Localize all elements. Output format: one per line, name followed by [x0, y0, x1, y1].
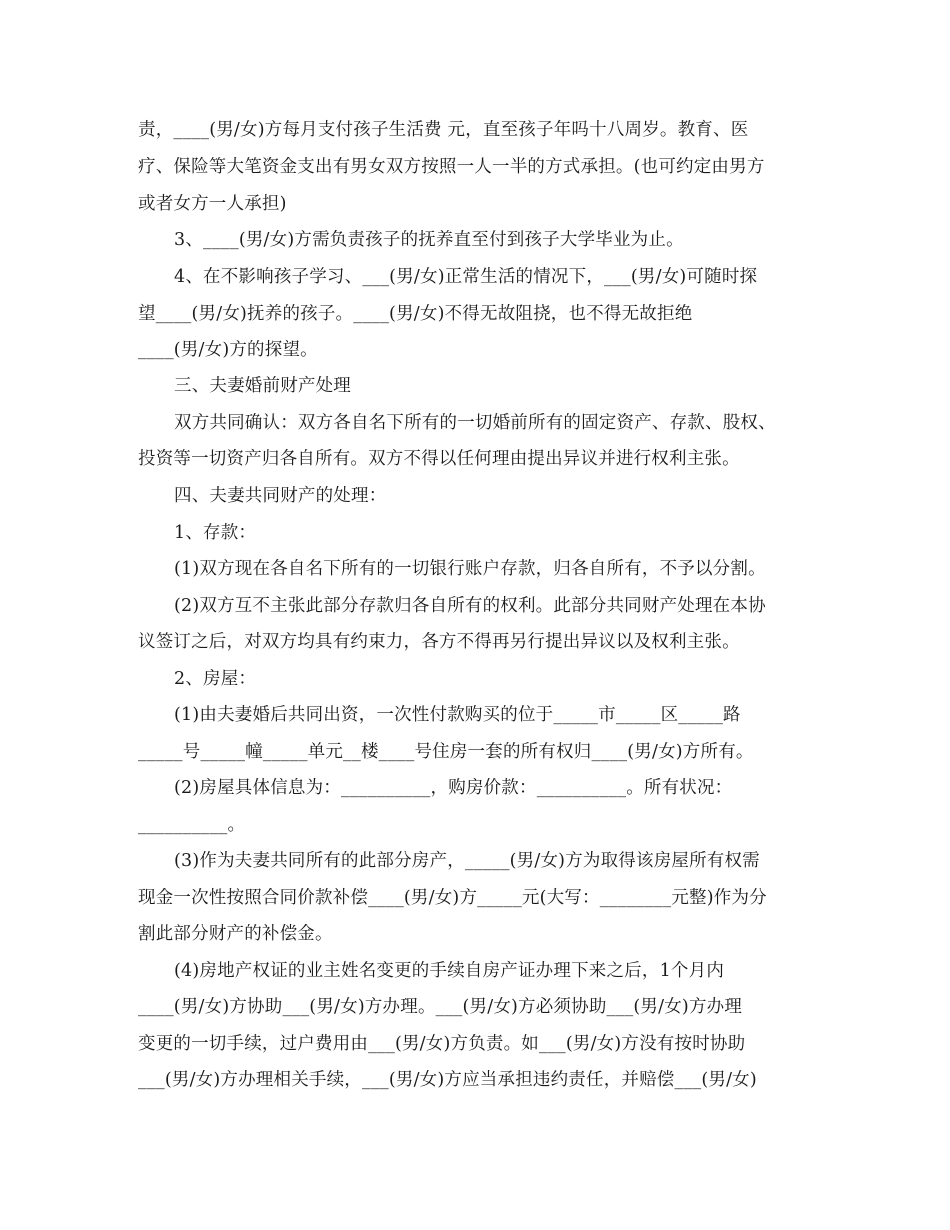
paragraph-line: (4)房地产权证的业主姓名变更的手续自房产证办理下来之后，1个月内	[174, 961, 725, 981]
paragraph-line: _____号_____幢_____单元__楼____号住房一套的所有权归____(男/女)方所有。	[138, 742, 754, 762]
paragraph-line: 现金一次性按照合同价款补偿____(男/女)方_____元(大写：________元整)作为分	[138, 888, 767, 908]
paragraph-line: 责，____(男/女)方每月支付孩子生活费 元，直至孩子年吗十八周岁。教育、医	[138, 120, 749, 140]
paragraph-line: 3、____(男/女)方需负责孩子的抚养直至付到孩子大学毕业为止。	[174, 230, 684, 250]
paragraph-line: 望____(男/女)抚养的孩子。____(男/女)不得无故阻挠，也不得无故拒绝	[138, 304, 693, 324]
paragraph-line: (2)双方互不主张此部分存款归各自所有的权利。此部分共同财产处理在本协	[174, 596, 766, 616]
paragraph-line: 或者女方一人承担)	[138, 194, 287, 214]
paragraph-line: 变更的一切手续，过户费用由___(男/女)方负责。如___(男/女)方没有按时协助	[138, 1034, 746, 1054]
paragraph-line: 投资等一切资产归各自所有。双方不得以任何理由提出异议并进行权利主张。	[138, 449, 740, 469]
section-heading: 三、夫妻婚前财产处理	[174, 376, 351, 396]
paragraph-line: ___(男/女)方办理相关手续，___(男/女)方应当承担违约责任，并赔偿___(男/女)	[138, 1070, 757, 1090]
paragraph-line: ____(男/女)方协助___(男/女)方办理。___(男/女)方必须协助___(男/女)方办理	[138, 997, 743, 1017]
subsection-heading: 2、房屋：	[174, 669, 257, 689]
paragraph-line: __________。	[138, 815, 246, 835]
section-heading: 四、夫妻共同财产的处理：	[174, 486, 387, 506]
paragraph-line: 4、在不影响孩子学习、___(男/女)正常生活的情况下，___(男/女)可随时探	[174, 267, 758, 287]
subsection-heading: 1、存款：	[174, 523, 257, 543]
paragraph-line: ____(男/女)方的探望。	[138, 340, 318, 360]
paragraph-line: 疗、保险等大笔资金支出有男女双方按照一人一半的方式承担。(也可约定由男方	[138, 157, 765, 177]
paragraph-line: 割此部分财产的补偿金。	[138, 924, 333, 944]
paragraph-line: (3)作为夫妻共同所有的此部分房产，_____(男/女)方为取得该房屋所有权需	[174, 851, 760, 871]
paragraph-line: 议签订之后，对双方均具有约束力，各方不得再另行提出异议以及权利主张。	[138, 632, 740, 652]
paragraph-line: 双方共同确认：双方各自名下所有的一切婚前所有的固定资产、存款、股权、	[174, 413, 776, 433]
paragraph-line: (2)房屋具体信息为：__________，购房价款：__________。所有状况：	[174, 778, 733, 798]
paragraph-line: (1)双方现在各自名下所有的一切银行账户存款，归各自所有，不予以分割。	[174, 559, 766, 579]
paragraph-line: (1)由夫妻婚后共同出资，一次性付款购买的位于_____市_____区_____路	[174, 705, 741, 725]
